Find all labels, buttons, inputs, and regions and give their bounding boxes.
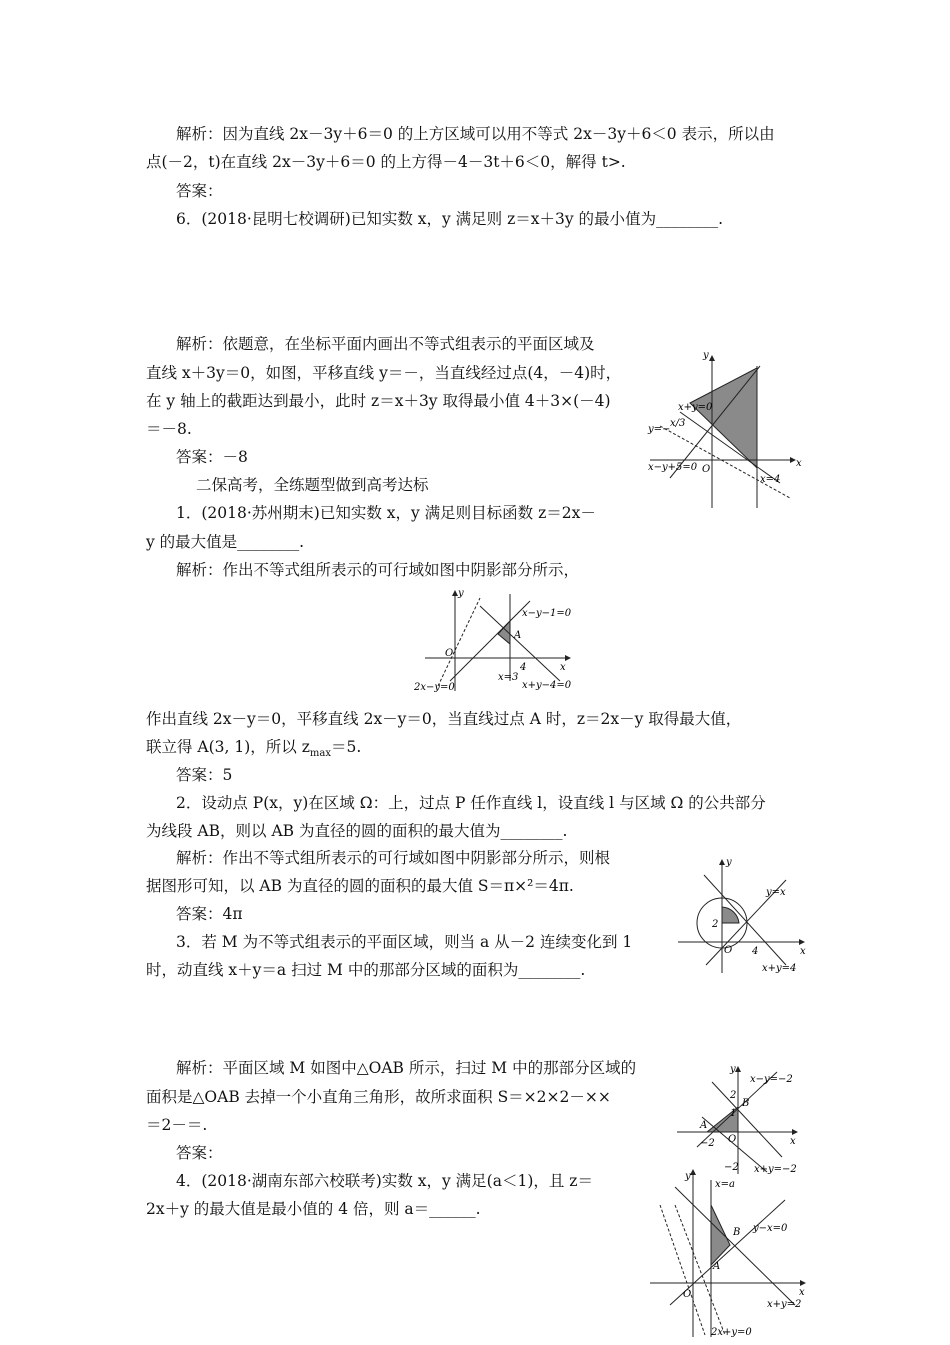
text-line: 时，动直线 x＋y＝a 扫过 M 中的那部分区域的面积为________. (146, 961, 586, 979)
figure-feasible-region-3 (676, 855, 811, 975)
text-line: 点(－2，t)在直线 2x－3y＋6＝0 的上方得－4－3t＋6＜0，解得 t>. (146, 153, 626, 171)
origin-label: O (724, 945, 733, 956)
text-line: ＝－8. (146, 420, 192, 438)
text-span: ＝5. (330, 738, 362, 756)
line-label: x+y−4=0 (522, 680, 572, 691)
axis-label-y: y (703, 350, 709, 361)
origin-label: O (702, 464, 711, 475)
line-label: x+y=0 (678, 402, 713, 413)
answer-label: 答案： (176, 1144, 223, 1162)
axis-label-y: y (458, 588, 464, 599)
answer-label: 答案： (176, 182, 223, 200)
question-6: 6．(2018·昆明七校调研)已知实数 x，y 满足则 z＝x＋3y 的最小值为________. (176, 210, 723, 228)
axis-label-x: x (560, 662, 566, 673)
line-label: 2x−y=0 (414, 682, 455, 693)
text-line: ＝2－＝. (146, 1116, 208, 1134)
question-2: 2．设动点 P(x，y)在区域 Ω：上，过点 P 任作直线 l，设直线 l 与区域 Ω 的公共部分 (176, 794, 766, 812)
line-label: 2x+y=0 (711, 1327, 752, 1338)
axis-label-y: y (685, 1171, 691, 1182)
line-label: y−x=0 (753, 1223, 788, 1234)
tick-label: −2 (724, 1162, 739, 1173)
line-label: x+y=4 (762, 963, 797, 974)
line-label: x=a (715, 1179, 735, 1190)
line-label: x−y−1=0 (522, 608, 572, 619)
question-1: 1．(2018·苏州期末)已知实数 x，y 满足则目标函数 z＝2x－ (176, 504, 596, 522)
subscript: max (309, 748, 331, 760)
text-line: 解析：作出不等式组所表示的可行域如图中阴影部分所示， (176, 561, 580, 579)
axis-label-x: x (790, 1136, 796, 1147)
tick-label: 2 (712, 919, 719, 930)
line-label: x−y+5=0 (648, 462, 698, 473)
text-line: 解析：因为直线 2x－3y＋6＝0 的上方区域可以用不等式 2x－3y＋6＜0 表示，所以由 (176, 125, 775, 143)
text-line: 2x＋y 的最大值是最小值的 4 倍，则 a＝______. (146, 1200, 481, 1218)
question-3: 3．若 M 为不等式组表示的平面区域，则当 a 从－2 连续变化到 1 (176, 933, 633, 951)
line-label: y=− (648, 424, 671, 435)
section-title: 二保高考，全练题型做到高考达标 (196, 476, 429, 494)
answer-label: 答案：4π (176, 905, 243, 923)
text-line: 面积是△OAB 去掉一个小直角三角形，故所求面积 S＝×2×2－×× (146, 1088, 611, 1106)
text-line: 作出直线 2x－y＝0，平移直线 2x－y＝0，当直线过点 A 时，z＝2x－y 取得最大值， (146, 710, 742, 728)
figure-feasible-region-1 (640, 348, 810, 513)
text-line: 解析：依题意，在坐标平面内画出不等式组表示的平面区域及 (176, 335, 595, 353)
point-label: A (514, 630, 522, 641)
answer-label: 答案：5 (176, 766, 233, 784)
point-label: B (733, 1227, 741, 1238)
axis-label-y: y (730, 1064, 736, 1075)
text-line: 据图形可知，以 AB 为直径的圆的面积的最大值 S＝π×²＝4π. (146, 877, 574, 895)
line-label: x=3 (498, 672, 519, 683)
text-line: 在 y 轴上的截距达到最小，此时 z＝x＋3y 取得最小值 4＋3×(－4) (146, 392, 611, 410)
text-line: 解析：平面区域 M 如图中△OAB 所示，扫过 M 中的那部分区域的 (176, 1059, 637, 1077)
line-label: x+y=2 (767, 1299, 802, 1310)
figure-feasible-region-2 (410, 586, 585, 696)
line-label: x=4 (760, 474, 781, 485)
tick-label: 2 (730, 1090, 737, 1101)
text-line (146, 737, 361, 764)
axis-label-x: x (800, 946, 806, 957)
line-label: x−y=−2 (750, 1074, 793, 1085)
origin-label: O (445, 648, 454, 659)
text-line: 为线段 AB，则以 AB 为直径的圆的面积的最大值为________. (146, 822, 568, 840)
text-line: y 的最大值是________. (146, 533, 305, 551)
origin-label: O (728, 1134, 737, 1145)
axis-label-x: x (799, 1287, 805, 1298)
figure-feasible-region-4 (672, 1062, 802, 1177)
line-label: y=x (766, 887, 786, 898)
question-4: 4．(2018·湖南东部六校联考)实数 x，y 满足(a＜1)，且 z＝ (176, 1172, 593, 1190)
text-line: 直线 x＋3y＝0，如图，平移直线 y＝－，当直线经过点(4，－4)时， (146, 364, 622, 382)
line-label: x/3 (670, 418, 686, 429)
point-label: A (700, 1120, 708, 1131)
point-label: A (713, 1261, 721, 1272)
tick-label: −2 (700, 1138, 715, 1149)
origin-label: O (683, 1289, 692, 1300)
line-label: x+y=−2 (754, 1164, 797, 1175)
text-line: 解析：作出不等式组所表示的可行域如图中阴影部分所示，则根 (176, 849, 611, 867)
point-label: B (742, 1098, 750, 1109)
tick-label: 4 (752, 946, 759, 957)
text-span: 联立得 A(3, 1)，所以 z (146, 738, 310, 756)
axis-label-y: y (726, 857, 732, 868)
tick-label: 4 (520, 662, 527, 673)
axis-label-x: x (796, 458, 802, 469)
tick-label: 1 (730, 1108, 737, 1119)
figure-feasible-region-5 (645, 1165, 810, 1341)
answer-label: 答案：－8 (176, 448, 248, 466)
